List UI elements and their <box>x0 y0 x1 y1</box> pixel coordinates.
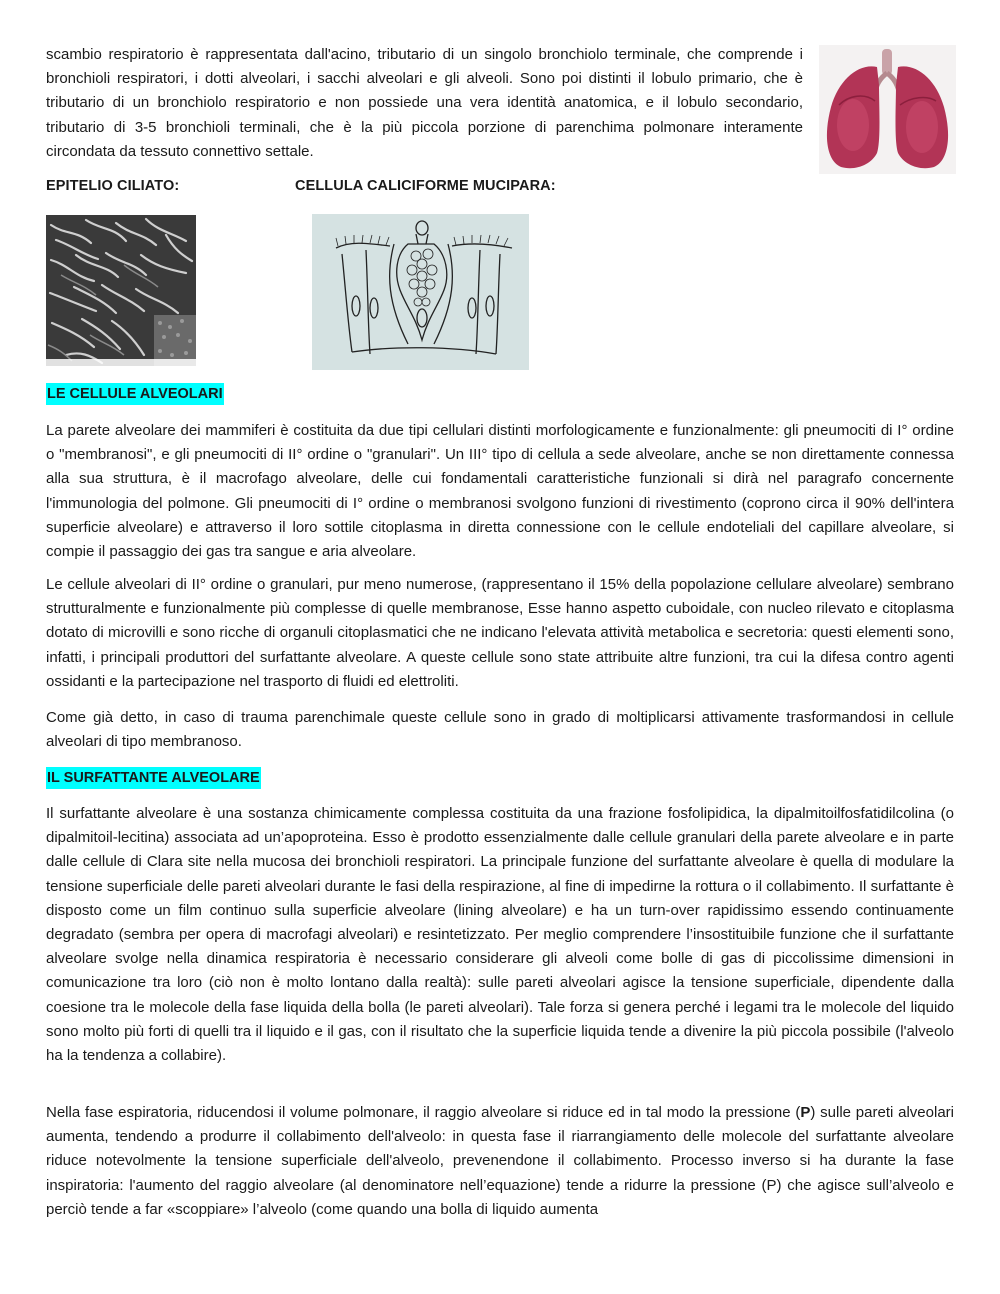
paragraph-surfattante-1: Il surfattante alveolare è una sostanza chimicamente complessa costituita da una frazione fosfolipidica, la dipalmitoilfosfatidilcolina (o dipalmitoil-lecitina) associata ad un’apoproteina. Esso è prodotto essenzialmente dalle cellule granulari della parete alveolare e in parte dalle cellule di Clara site nella mucosa dei bronchioli respiratori. La principale funzione del surfattante alveolare è quella di modulare la tensione superficiale delle pareti alveolari durante le fasi della respirazione, al fine di impedirne la rottura o il collabimento. Il surfattante è disposto come un film continuo sulla superficie alveolare (lining alveolare) e ha un turn-over rapidissimo essendo continuamente degradato (sembra per opera di macrofagi alveolari) e resintetizzato. Per meglio comprendere l’insostituibile funzione che il surfattante alveolare svolge nella dinamica respiratoria è necessario considerare gli alveoli come bolle di gas di piccolissime dimensioni in comunicazione tra loro (ciò non è molto lontano dalla realtà): sulle pareti alveolari agisce la tensione superficiale, dipendente dalla coesione tra le molecole della fase liquida della bolla (le pareti alveolari). Tale forza si genera perché i legami tra le molecole del liquido sono molto più forti di quelli tra il liquido e il gas, con il risultato che la superficie liquida tende a divenire la più piccola possibile (l'alveolo ha la tendenza a collabire). <box>46 805 954 1065</box>
label-epitelio-ciliato: EPITELIO CILIATO: <box>46 178 180 194</box>
intro-paragraph: scambio respiratorio è rappresentata dall'acino, tributario di un singolo bronchiolo terminale, che comprende i bronchioli respiratori, i dotti alveolari, i sacchi alveolari e gli alveoli. Sono poi distinti il lobulo primario, che è tributario di un bronchiolo respiratorio e non possiede una vera identità anatomica, e il lobulo secondario, tributario di 3-5 bronchioli terminali, che è la più piccola porzione di parenchima polmonare interamente circondata da tessuto connettivo settale. <box>46 46 803 160</box>
goblet-cell-drawing-icon <box>312 214 529 370</box>
cilia-micrograph-icon <box>46 215 196 366</box>
heading-surfattante-alveolare: IL SURFATTANTE ALVEOLARE <box>46 767 261 789</box>
paragraph-surfattante-2-middle: ) sulle pareti alveolari aumenta, tendendo a produrre il collabimento dell'alveolo: in questa fase il riarrangiamento delle molecole del surfattante alveolare riduce notevolmente la tensione superficiale dell'alveolo, prevenendone il collabimento. Processo <box>46 1104 954 1170</box>
pressure-symbol: P <box>800 1104 811 1121</box>
label-cellula-caliciforme: CELLULA CALICIFORME MUCIPARA: <box>295 178 556 194</box>
lung-illustration-icon <box>819 45 956 174</box>
paragraph-surfattante-2-end: inverso si ha durante la fase inspiratoria: l'aumento del raggio alveolare (al denominatore nell’equazione) tende a ridurre la pressione (P) che agisce sull’alveolo e perciò tende a far «scoppiare» l’alveolo (come quando una bolla di liquido aumenta <box>46 1152 954 1218</box>
paragraph-alveolari-3: Come già detto, in caso di trauma parenchimale queste cellule sono in grado di moltiplicarsi attivamente trasformandosi in cellule alveolari di tipo membranoso. <box>46 709 954 751</box>
paragraph-alveolari-2: Le cellule alveolari di II° ordine o granulari, pur meno numerose, (rappresentano il 15% della popolazione cellulare alveolare) sembrano strutturalmente e funzionalmente più complesse di quelle membranose, Esse hanno aspetto cuboidale, con nucleo rilevato e citoplasma dotato di microvilli e sono ricche di organuli citoplasmatici che ne indicano l'elevata attività metabolica e secretoria: questi elementi sono, infatti, i principali produttori del surfattante alveolare. A queste cellule sono state attribuite altre funzioni, tra cui la difesa contro agenti ossidanti e la partecipazione nel trasporto di fluidi ed elettroliti. <box>46 576 954 690</box>
paragraph-surfattante-2-start: Nella fase espiratoria, riducendosi il volume polmonare, il raggio alveolare si riduce ed in tal modo la pressione ( <box>46 1104 801 1121</box>
heading-cellule-alveolari: LE CELLULE ALVEOLARI <box>46 383 224 405</box>
paragraph-surfattante-2 <box>46 1101 954 1222</box>
paragraph-alveolari-1: La parete alveolare dei mammiferi è costituita da due tipi cellulari distinti morfologicamente e funzionalmente: gli pneumociti di I° ordine o "membranosi", e gli pneumociti di II° ordine o "granulari". Un III° tipo di cellula a sede alveolare, anche se non direttamente connessa alla sua struttura, è il macrofago alveolare, delle cui fondamentali caratteristiche funzionali si dirà nel paragrafo concernente l'immunologia del polmone. Gli pneumociti di I° ordine o membranosi svolgono funzioni di rivestimento (coprono circa il 90% dell'intera superficie alveolare) e attraverso il loro sottile citoplasma in diretta connessione con le cellule endoteliali del capillare alveolare, si compie il passaggio dei gas tra sangue e aria alveolare. <box>46 422 954 561</box>
